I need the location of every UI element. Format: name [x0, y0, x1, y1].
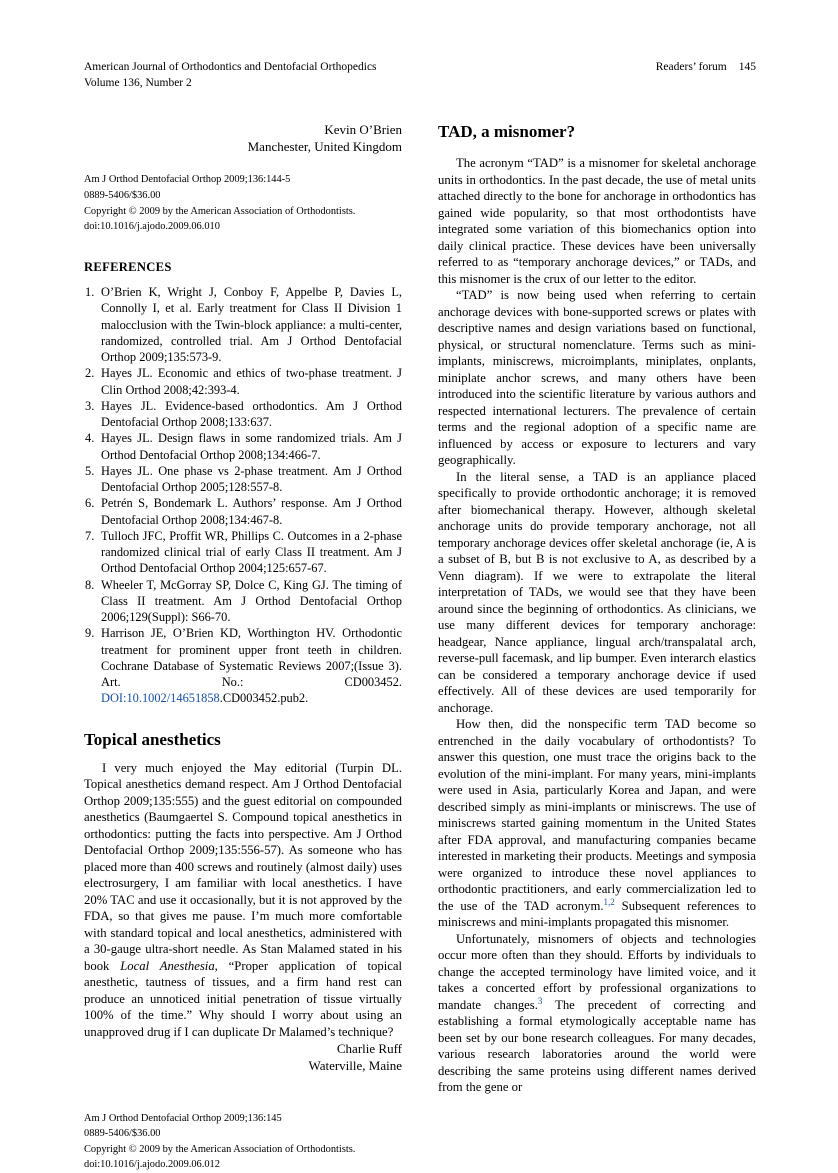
reference-text: Harrison JE, O’Brien KD, Worthington HV. Orthodontic treatment for prominent upper front teeth in children. Cochrane Database of Systematic Reviews 2007;(Issue 3). Art. No.: CD003452.: [101, 626, 402, 690]
references-list: [84, 284, 402, 707]
references-heading: REFERENCES: [84, 259, 172, 274]
citation-block-obrien: [84, 172, 402, 234]
reference-text: .CD003452.pub2.: [219, 691, 309, 706]
citation-issn: 0889-5406/$36.00: [84, 189, 161, 201]
paragraph-text: I very much enjoyed the May editorial (Turpin DL. Topical anesthetics demand respect. Am J Orthod Dentofacial Orthop 2009;135:555) and the guest editorial on compounded anesthetics (Baumgaertel S. Compound topical anesthetics in orthodontics: putting the facts into perspective. Am J Orthod Dentofacial Orthop 2009;135:556-57). As someone who has placed more than 400 screws and routinely (almost daily) uses electrosurgery, I am familiar with local anesthetics. I have 20% TAC and use it occasionally, but it is not approved by the FDA, so that gives me pause. I’m much more comfortable with standard topical and local anesthetics, administered with a 30-gauge ultra-short needle. As Stan Malamed stated in his book: [84, 760, 402, 973]
citation-copyright: Copyright © 2009 by the American Association of Orthodontists.: [84, 205, 356, 217]
paragraph-text: The precedent of correcting and establishing a formal etymologically acceptable name has been set by our bone research colleagues. For many decades, various research laboratories around the world were describing the same proteins using different names derived from the gene or: [438, 997, 756, 1095]
left-column: [84, 91, 402, 1173]
citation-doi: doi:10.1016/j.ajodo.2009.06.010: [84, 221, 220, 233]
reference-item: O’Brien K, Wright J, Conboy F, Appelbe P, Davies L, Connolly I, et al. Early treatment for Class II Division 1 malocclusion with the Twin-block appliance: a multi-center, randomized, controlled trial. Am J Orthod Dentofacial Orthop 2009;135:573-9.: [101, 285, 402, 365]
author-signature-obrien: [84, 121, 402, 155]
article-paragraph: [438, 931, 756, 1096]
reference-item: Wheeler T, McGorray SP, Dolce C, King GJ. The timing of Class II treatment. Am J Orthod Dentofacial Orthop 2006;129(Suppl): S66-70.: [101, 577, 402, 625]
paragraph-text: , “Proper application of topical anesthetic, tautness of tissues, and a firm hand rest can produce an unnoticed initial penetration of tissue virtually 100% of the time.” Why should I worry about using an unapproved drug if I can duplicate Dr Malamed’s technique?: [84, 958, 403, 1039]
author-location: Waterville, Maine: [308, 1058, 402, 1074]
book-title: Local Anesthesia: [120, 958, 215, 973]
author-location: Manchester, United Kingdom: [247, 139, 402, 155]
author-name: Kevin O’Brien: [324, 122, 402, 138]
paragraph-text: How then, did the nonspecific term TAD become so entrenched in the daily vocabulary of orthodontists? To answer this question, one must trace the origins back to the evolution of the mini-implant. For many years, mini-implants were used in Asia, particularly Korea and Japan, and were described simply as mini-implants or miniscrews. The use of miniscrews started gaining momentum in the United States after FDA approval, and manufacturing companies became interested in marketing their products. Meetings and symposia were organized to introduce these novel appliances to orthodontic practitioners, and early commercialization led to the use of the TAD acronym.: [438, 717, 756, 913]
article-paragraph: “TAD” is now being used when referring to certain anchorage devices with bone-supported screws or plates with descriptive names and design variations based on functional, physical, or structural nomenclature. Terms such as mini-implants, miniscrews, microimplants, miniplates, onplants, miniplate anchor screws, and many others have been introduced into the scientific literature by various authors and respected international lecturers. The prevalence of certain terms and the regional adoption of a specific name are influenced by access or exposure to lecturers and vary geographically.: [438, 288, 756, 468]
article-paragraph: [438, 716, 756, 931]
article-paragraph: In the literal sense, a TAD is an appliance placed specifically to provide orthodontic anchorage; it is removed after biomechanical therapy. However, although skeletal anchorage units do provide temporary anchorage, not all temporary anchorage devices offer skeletal anchorage (ie, A is a subset of B, but B is not exclusive to A, as described by a Venn diagram). If we were to extrapolate the literal interpretation of TADs, we would see that they have been around since the beginning of orthodontics. As clinicians, we use many different devices for temporary anchorage: headgear, Nance appliance, lingual arch/transpalatal arch, reverse-pull facemask, and lip bumper. Even interarch elastics can be considered a temporary anchorage device if used effectively. All of these devices are used temporarily for anchorage.: [438, 469, 756, 715]
doi-link[interactable]: DOI:10.1002/14651858: [101, 691, 220, 706]
citation-reference: Am J Orthod Dentofacial Orthop 2009;136:144-5: [84, 174, 291, 186]
reference-item: Hayes JL. Design flaws in some randomized trials. Am J Orthod Dentofacial Orthop 2008;134:466-7.: [101, 431, 402, 462]
reference-item: Hayes JL. One phase vs 2-phase treatment. Am J Orthod Dentofacial Orthop 2005;128:557-8.: [101, 463, 402, 495]
article-paragraph: The acronym “TAD” is a misnomer for skeletal anchorage units in orthodontics. In the past decade, the use of metal units attached directly to the bone for anchorage in orthodontics has gained wide popularity, so that most orthodontists have integrated some variation of this biomechanics option into daily clinical practice. These devices have been universally referred to as “temporary anchorage devices,” or TADs, and this misnomer is the crux of our letter to the editor.: [438, 156, 756, 286]
citation-copyright: Copyright © 2009 by the American Association of Orthodontists.: [84, 1143, 356, 1155]
two-column-layout: [84, 91, 756, 1173]
paragraph-text: Subsequent references to miniscrews and mini-implants propagated this misnomer.: [438, 898, 757, 930]
reference-item: Hayes JL. Evidence-based orthodontics. Am J Orthod Dentofacial Orthop 2008;133:637.: [101, 398, 402, 430]
citation-superscript-link[interactable]: 3: [537, 995, 543, 1006]
reference-item: [84, 625, 402, 706]
citation-superscript-link[interactable]: 1,2: [603, 896, 615, 907]
paragraph-text: Unfortunately, misnomers of objects and technologies occur more often than they should. Efforts by individuals to change the accepted terminology have limited voice, and it takes a concerted effort by professional organizations to mandate changes.: [438, 931, 756, 1012]
right-column: [438, 91, 756, 1173]
citation-doi: doi:10.1016/j.ajodo.2009.06.012: [84, 1159, 220, 1171]
reference-item: Tulloch JFC, Proffit WR, Phillips C. Outcomes in a 2-phase randomized clinical trial of early Class II treatment. Am J Orthod Dentofacial Orthop 2004;125:657-67.: [101, 528, 402, 576]
citation-block-ruff: [84, 1111, 402, 1173]
page-content: [84, 60, 756, 1173]
article-title-tad-misnomer: TAD, a misnomer?: [438, 122, 576, 142]
citation-issn: 0889-5406/$36.00: [84, 1128, 161, 1140]
running-head: [656, 60, 756, 76]
citation-reference: Am J Orthod Dentofacial Orthop 2009;136:145: [84, 1112, 282, 1124]
journal-volume-line: Volume 136, Number 2: [84, 76, 192, 89]
page-header: [84, 60, 756, 91]
article-paragraph: [84, 760, 402, 1041]
article-title-topical-anesthetics: Topical anesthetics: [84, 729, 221, 749]
reference-item: Petrén S, Bondemark L. Authors’ response. Am J Orthod Dentofacial Orthop 2008;134:467-8.: [101, 496, 402, 527]
reference-item: Hayes JL. Economic and ethics of two-phase treatment. J Clin Orthod 2008;42:393-4.: [101, 366, 402, 397]
section-title: Readers’ forum: [655, 61, 727, 73]
author-name: Charlie Ruff: [336, 1041, 402, 1057]
page-number: 145: [738, 61, 756, 73]
journal-title: American Journal of Orthodontics and Dentofacial Orthopedics: [84, 61, 377, 73]
journal-info: [84, 60, 377, 91]
author-signature-ruff: [84, 1040, 402, 1074]
